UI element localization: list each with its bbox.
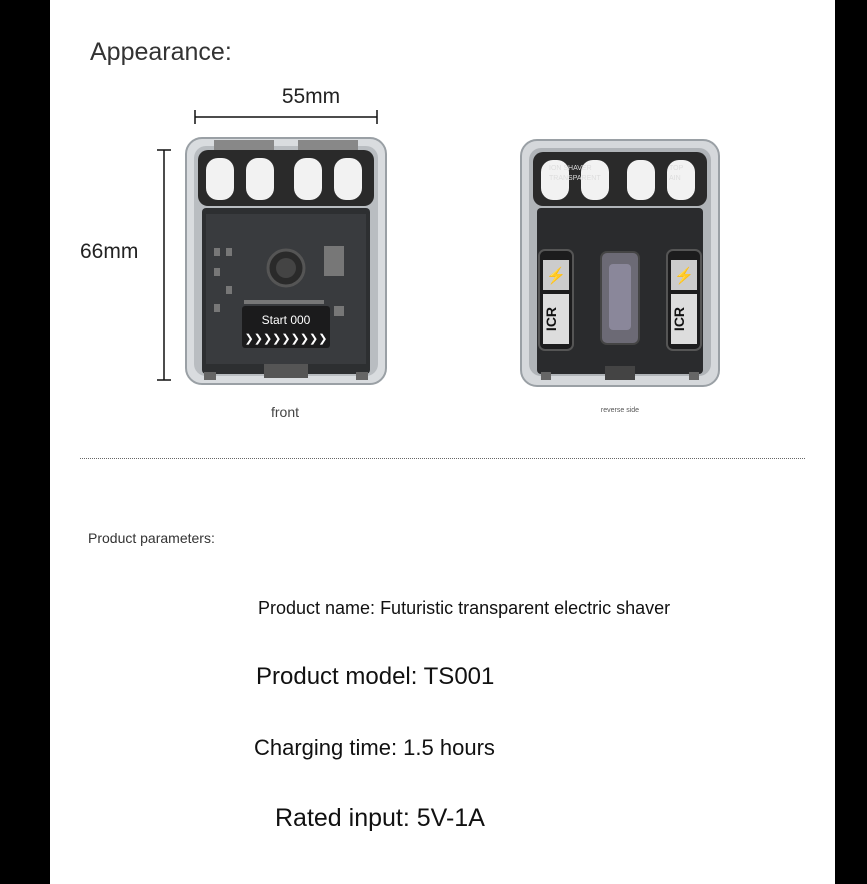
bolt-icon-right: ⚡ (674, 268, 694, 285)
back-top-text-right2: AIN (669, 175, 681, 182)
battery-label-left: ICR (543, 306, 559, 332)
width-dimension-line (190, 108, 390, 126)
front-caption: front (270, 404, 299, 420)
height-label: 66mm (80, 240, 139, 263)
back-top-text-left2: TRANSPARENT (549, 175, 601, 182)
bolt-icon-left: ⚡ (546, 268, 566, 285)
section-divider (80, 458, 805, 459)
back-top-text-left: ION SHAVER (549, 165, 592, 172)
appearance-heading: Appearance: (90, 38, 232, 66)
product-name: Product name: Futuristic transparent electric shaver (258, 598, 671, 618)
rated-input: Rated input: 5V-1A (275, 804, 485, 832)
shaver-back-image (519, 138, 723, 390)
front-screen-arrows: ❯❯❯❯❯❯❯❯❯ (244, 333, 328, 345)
width-label: 55mm (281, 85, 341, 108)
battery-label-right: ICR (671, 306, 687, 332)
shaver-front-image (184, 136, 390, 390)
charging-time: Charging time: 1.5 hours (254, 735, 495, 760)
parameters-title: Product parameters: (88, 530, 215, 546)
back-caption: reverse side (600, 407, 640, 414)
back-top-text-right: TOP (669, 165, 684, 172)
product-model: Product model: TS001 (256, 663, 495, 690)
height-dimension-line (154, 146, 174, 386)
front-screen-text: Start 000 (261, 313, 311, 327)
product-page (50, 0, 835, 884)
